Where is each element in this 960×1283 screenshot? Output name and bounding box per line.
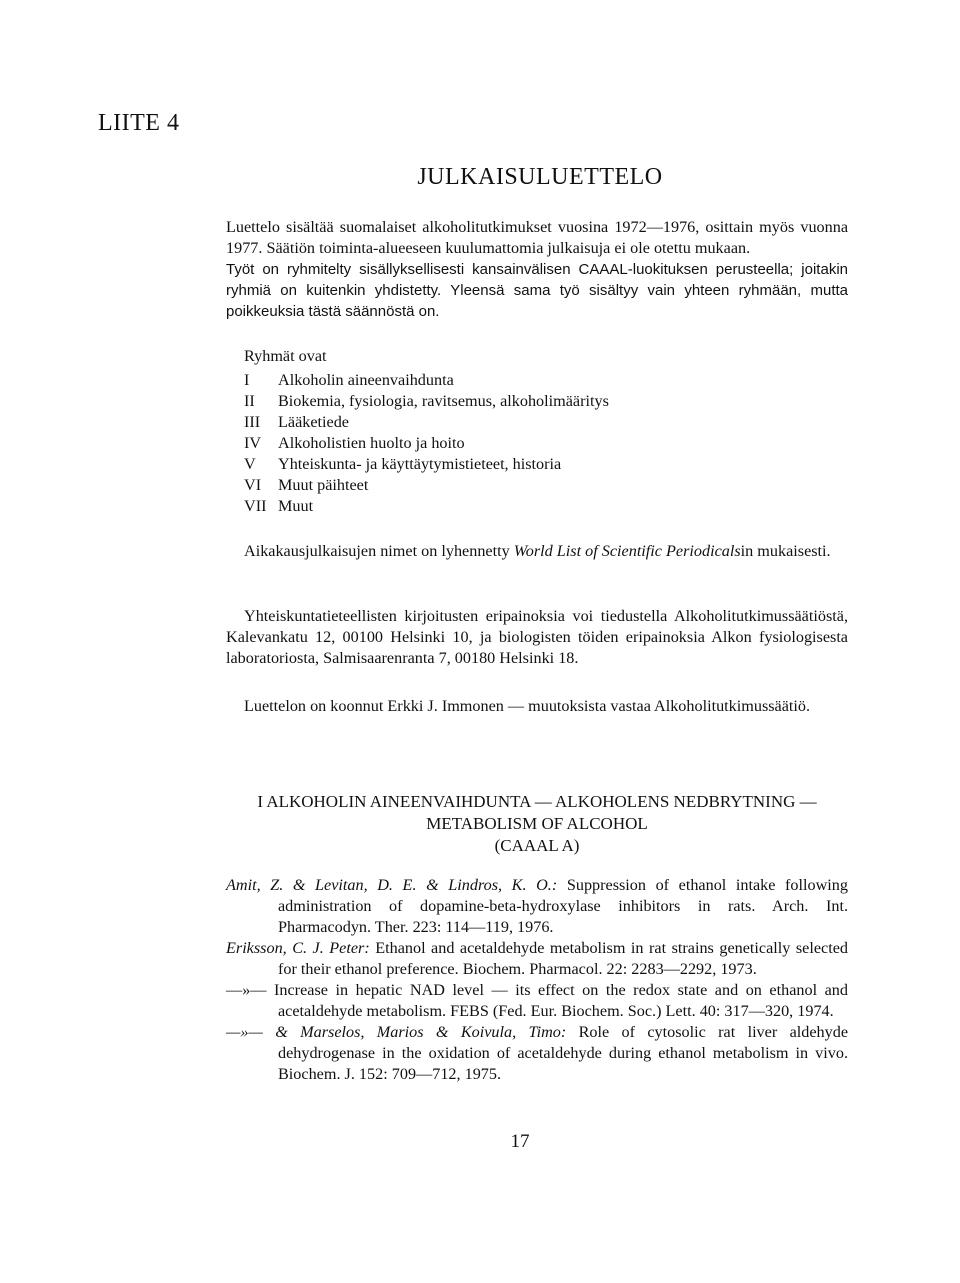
reference-authors: Eriksson, C. J. Peter: — [226, 939, 370, 957]
appendix-label: LIITE 4 — [98, 110, 180, 136]
list-item — [244, 454, 609, 475]
intro-paragraph — [226, 217, 848, 322]
reference-entry — [226, 875, 848, 938]
group-label: Biokemia, fysiologia, ravitsemus, alkoholimääritys — [278, 392, 609, 410]
section-heading-line2: METABOLISM OF ALCOHOL — [426, 814, 648, 833]
reference-text: Role of cytosolic rat liver aldehyde dehydrogenase in the oxidation of acetaldehyde during ethanol metabolism in vivo. Biochem. J. 152: 709—712, 1975. — [278, 1023, 848, 1083]
journals-note-after: in mukaisesti. — [740, 542, 831, 560]
group-label: Alkoholin aineenvaihdunta — [278, 371, 454, 389]
group-label: Muut päihteet — [278, 476, 369, 494]
section-heading-line1: I ALKOHOLIN AINEENVAIHDUNTA — ALKOHOLENS NEDBRYTNING — — [257, 792, 817, 811]
groups-list — [244, 370, 609, 517]
reference-text: Increase in hepatic NAD level — its effect on the redox state and on ethanol and acetaldehyde metabolism. FEBS (Fed. Eur. Biochem. Soc.) Lett. 40: 317—320, 1974. — [266, 981, 848, 1020]
section-heading-line3: (CAAAL A) — [494, 836, 580, 855]
reference-entry — [226, 1022, 848, 1085]
journals-note-title: World List of Scientific Periodicals — [513, 542, 741, 560]
compiler-note — [226, 696, 848, 717]
group-number: II — [244, 392, 255, 410]
reprints-note — [226, 606, 848, 669]
reference-text: Suppression of ethanol intake following administration of dopamine-beta-hydroxylase inhibitors in rats. Arch. Int. Pharmacodyn. Ther. 223: 114—119, 1976. — [278, 876, 848, 936]
list-item — [244, 475, 609, 496]
group-number: III — [244, 413, 261, 431]
journals-note — [226, 541, 848, 562]
list-item — [244, 433, 609, 454]
page-title: JULKAISULUETTELO — [417, 164, 663, 190]
list-item — [244, 496, 609, 517]
page-number: 17 — [510, 1131, 530, 1152]
journals-note-before: Aikakausjulkaisujen nimet on lyhennetty — [244, 542, 514, 560]
reference-list — [226, 875, 848, 1085]
reference-authors: Amit, Z. & Levitan, D. E. & Lindros, K. O.: — [226, 876, 558, 894]
section-heading — [226, 791, 848, 857]
group-number: VI — [244, 476, 262, 494]
reference-authors: —»— & Marselos, Marios & Koivula, Timo: — [226, 1023, 567, 1041]
group-number: IV — [244, 434, 262, 452]
group-label: Yhteiskunta- ja käyttäytymistieteet, historia — [278, 455, 562, 473]
list-item — [244, 370, 609, 391]
reference-entry — [226, 980, 848, 1022]
group-label: Muut — [278, 497, 314, 515]
reference-entry — [226, 938, 848, 980]
reprints-note-text: Yhteiskuntatieteellisten kirjoitusten eripainoksia voi tiedustella Alkoholitutkimussäätiöstä, Kalevankatu 12, 00100 Helsinki 10, ja biologisten töiden eripainoksia Alkon fysiologisesta laboratoriosta, Salmisaarenranta 7, 00180 Helsinki 18. — [226, 607, 848, 667]
reference-text: Ethanol and acetaldehyde metabolism in rat strains genetically selected for their ethanol preference. Biochem. Pharmacol. 22: 2283—2292, 1973. — [278, 939, 848, 978]
group-number: I — [244, 371, 250, 389]
group-number: V — [244, 455, 256, 473]
list-item — [244, 412, 609, 433]
groups-heading: Ryhmät ovat — [244, 347, 327, 365]
group-number: VII — [244, 497, 267, 515]
list-item — [244, 391, 609, 412]
intro-part2: Työt on ryhmitelty sisällyksellisesti kansainvälisen CAAAL-luokituksen perusteella; joitakin ryhmiä on kuitenkin yhdistetty. Yleensä sama työ sisältyy vain yhteen ryhmään, mutta poikkeuksia tästä säännöstä on. — [226, 261, 848, 320]
group-label: Alkoholistien huolto ja hoito — [278, 434, 465, 452]
reference-authors: —»— — [226, 981, 267, 999]
compiler-note-text: Luettelon on koonnut Erkki J. Immonen — muutoksista vastaa Alkoholitutkimussäätiö. — [244, 697, 811, 715]
intro-part1: Luettelo sisältää suomalaiset alkoholitutkimukset vuosina 1972—1976, osittain myös vuonna 1977. Säätiön toiminta-alueeseen kuulumattomia julkaisuja ei ole otettu mukaan. — [226, 218, 848, 257]
group-label: Lääketiede — [278, 413, 349, 431]
